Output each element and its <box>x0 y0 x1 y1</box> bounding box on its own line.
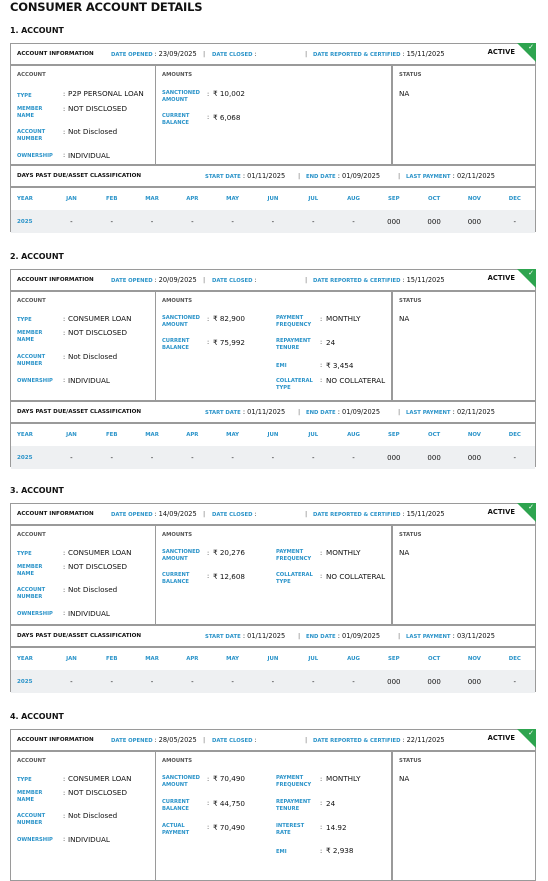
date-opened-label: DATE OPENED <box>111 512 153 518</box>
dpd-table <box>11 188 535 233</box>
check-icon: ✓ <box>528 269 534 277</box>
sanctioned-amount-value: ₹ 10,002 <box>213 89 246 98</box>
date-reported-value: 15/11/2025 <box>406 510 445 518</box>
sanctioned-amount-label: SANCTIONED AMOUNT <box>162 315 200 328</box>
emi-value: ₹ 3,454 <box>326 361 354 370</box>
status-badge: ACTIVE <box>487 48 515 56</box>
account-title: 2. ACCOUNT <box>10 252 64 261</box>
dpd-cell: 000 <box>414 210 454 233</box>
date-reported-label: DATE REPORTED & CERTIFIED <box>313 738 401 744</box>
dpd-cell: - <box>51 446 91 469</box>
month-header: JUL <box>308 196 319 202</box>
month-header: MAY <box>226 196 240 202</box>
account-number-value: Not Disclosed <box>68 127 118 136</box>
type-label: TYPE <box>17 551 32 557</box>
dpd-header: DAYS PAST DUE/ASSET CLASSIFICATION START DATE : 01/11/2025 | END DATE : 01/09/2025 | LAST PAYMENT : 02/11/2025 <box>11 166 535 188</box>
account-section-1 <box>10 25 536 232</box>
sanctioned-amount-value: ₹ 20,276 <box>213 548 246 557</box>
collateral-type-value: NO COLLATERAL <box>326 376 386 385</box>
dpd-row <box>11 446 535 469</box>
month-header: APR <box>186 196 199 202</box>
sanctioned-amount-value: ₹ 70,490 <box>213 774 246 783</box>
dpd-title: DAYS PAST DUE/ASSET CLASSIFICATION <box>17 409 142 415</box>
ownership-label: OWNERSHIP <box>17 611 53 617</box>
dpd-cell: - <box>172 670 212 693</box>
month-header: MAY <box>226 432 240 438</box>
repayment-tenure-label: REPAYMENT TENURE <box>276 799 311 812</box>
ownership-value: INDIVIDUAL <box>68 609 110 618</box>
account-info-label: ACCOUNT INFORMATION <box>17 277 94 283</box>
month-header: NOV <box>467 432 481 438</box>
payment-frequency-value: MONTHLY <box>326 314 361 323</box>
end-date-label: END DATE <box>306 410 336 416</box>
current-balance-label: CURRENT BALANCE <box>162 799 190 812</box>
month-header: JAN <box>66 656 77 662</box>
dpd-cell: - <box>51 670 91 693</box>
month-header: DEC <box>508 196 521 202</box>
repayment-tenure-value: 24 <box>326 799 336 808</box>
account-section-3 <box>10 485 536 692</box>
ownership-label: OWNERSHIP <box>17 153 53 159</box>
dpd-cell: 000 <box>454 210 494 233</box>
type-value: CONSUMER LOAN <box>68 548 132 557</box>
dpd-cell: 000 <box>414 670 454 693</box>
member-name-value: NOT DISCLOSED <box>68 562 127 571</box>
date-closed-label: DATE CLOSED <box>212 52 253 58</box>
account-column-title: ACCOUNT <box>17 532 46 538</box>
status-badge: ACTIVE <box>487 734 515 742</box>
current-balance-label: CURRENT BALANCE <box>162 338 190 351</box>
amounts-column-title: AMOUNTS <box>162 298 193 304</box>
account-info-header: ACCOUNT INFORMATION DATE OPENED : 28/05/2025 | DATE CLOSED : | DATE REPORTED & CERTIFIED : 22/11/2025 ACTIVE ✓ <box>11 730 535 752</box>
check-icon: ✓ <box>528 503 534 511</box>
month-header: APR <box>186 656 199 662</box>
ownership-value: INDIVIDUAL <box>68 376 110 385</box>
date-reported-label: DATE REPORTED & CERTIFIED <box>313 52 401 58</box>
dpd-cell: - <box>212 210 252 233</box>
dpd-cell: - <box>293 670 333 693</box>
date-reported-value: 15/11/2025 <box>406 276 445 284</box>
date-opened-value: 28/05/2025 <box>158 736 197 744</box>
ownership-label: OWNERSHIP <box>17 837 53 843</box>
current-balance-label: CURRENT BALANCE <box>162 113 190 126</box>
month-header: JAN <box>66 432 77 438</box>
sanctioned-amount-label: SANCTIONED AMOUNT <box>162 775 200 788</box>
end-date-label: END DATE <box>306 634 336 640</box>
status-column-title: STATUS <box>399 298 422 304</box>
dpd-cell: - <box>92 670 132 693</box>
member-name-label: MEMBER NAME <box>17 330 43 343</box>
repayment-tenure-label: REPAYMENT TENURE <box>276 338 311 351</box>
account-info-label: ACCOUNT INFORMATION <box>17 51 94 57</box>
dpd-cell: - <box>333 210 373 233</box>
dpd-cell: - <box>212 670 252 693</box>
dpd-cell: 000 <box>374 210 414 233</box>
type-label: TYPE <box>17 777 32 783</box>
dpd-cell: - <box>92 210 132 233</box>
current-balance-value: ₹ 75,992 <box>213 338 246 347</box>
dpd-cell: - <box>495 210 535 233</box>
dpd-title: DAYS PAST DUE/ASSET CLASSIFICATION <box>17 173 142 179</box>
date-opened-value: 14/09/2025 <box>158 510 197 518</box>
last-payment-label: LAST PAYMENT <box>406 410 451 416</box>
dpd-cell: - <box>132 446 172 469</box>
dpd-cell: 000 <box>414 446 454 469</box>
last-payment-value: 02/11/2025 <box>456 172 495 180</box>
status-value: NA <box>399 548 410 557</box>
dpd-cell: - <box>92 446 132 469</box>
status-badge: ACTIVE <box>487 508 515 516</box>
dpd-header: DAYS PAST DUE/ASSET CLASSIFICATION START DATE : 01/11/2025 | END DATE : 01/09/2025 | LAST PAYMENT : 03/11/2025 <box>11 626 535 648</box>
dpd-cell: - <box>172 446 212 469</box>
date-opened-label: DATE OPENED <box>111 278 153 284</box>
month-header: JUN <box>267 196 279 202</box>
collateral-type-value: NO COLLATERAL <box>326 572 386 581</box>
status-column-title: STATUS <box>399 758 422 764</box>
account-number-label: ACCOUNT NUMBER <box>17 813 46 826</box>
month-header: FEB <box>106 656 118 662</box>
dpd-cell: 000 <box>374 670 414 693</box>
end-date-value: 01/09/2025 <box>342 172 381 180</box>
dpd-cell: - <box>132 670 172 693</box>
sanctioned-amount-label: SANCTIONED AMOUNT <box>162 90 200 103</box>
account-column-title: ACCOUNT <box>17 72 46 78</box>
collateral-type-label: COLLATERAL TYPE <box>276 378 313 391</box>
interest-rate-label: INTEREST RATE <box>276 823 305 836</box>
month-header: SEP <box>388 432 400 438</box>
date-reported-label: DATE REPORTED & CERTIFIED <box>313 512 401 518</box>
last-payment-value: 02/11/2025 <box>456 408 495 416</box>
month-header: JUN <box>267 432 279 438</box>
member-name-value: NOT DISCLOSED <box>68 104 127 113</box>
start-date-label: START DATE <box>205 634 241 640</box>
account-number-value: Not Disclosed <box>68 585 118 594</box>
dpd-cell: - <box>253 446 293 469</box>
dpd-cell: - <box>333 670 373 693</box>
start-date-value: 01/11/2025 <box>247 172 286 180</box>
account-card: ACCOUNT INFORMATION DATE OPENED : 28/05/2025 | DATE CLOSED : | DATE REPORTED & CERTIFIED : 22/11/2025 ACTIVE ✓ ACCOUNT TYPE : CONSUMER LOAN MEMBER NAME : NOT DISCLOSED ACCOUNT NUMBER : Not Disclosed OWNERSHIP : INDIVIDUAL AMOUNTS SANCTIONED AMOUNT : ₹ 70,490 CURRENT BALANCE : ₹ 44,750 ACTUAL PAYMENT : ₹ 70,490 PAYMENT FREQUENCY : MONTHLY REPAYMENT TENURE : 24 INTEREST RATE : 14.92 EMI : ₹ 2,938 STATUS NA <box>10 729 536 881</box>
year-header: YEAR <box>17 432 33 438</box>
actual-payment-value: ₹ 70,490 <box>213 823 246 832</box>
account-column-title: ACCOUNT <box>17 298 46 304</box>
year-header: YEAR <box>17 656 33 662</box>
account-info-label: ACCOUNT INFORMATION <box>17 737 94 743</box>
dpd-header-row <box>11 424 535 446</box>
end-date-value: 01/09/2025 <box>342 408 381 416</box>
current-balance-value: ₹ 44,750 <box>213 799 246 808</box>
account-title: 4. ACCOUNT <box>10 712 64 721</box>
ownership-value: INDIVIDUAL <box>68 151 110 160</box>
month-header: AUG <box>347 656 360 662</box>
end-date-label: END DATE <box>306 174 336 180</box>
type-label: TYPE <box>17 317 32 323</box>
month-header: OCT <box>428 656 441 662</box>
dpd-title: DAYS PAST DUE/ASSET CLASSIFICATION <box>17 633 142 639</box>
month-header: OCT <box>428 196 441 202</box>
current-balance-value: ₹ 6,068 <box>213 113 241 122</box>
account-info-header: ACCOUNT INFORMATION DATE OPENED : 23/09/2025 | DATE CLOSED : | DATE REPORTED & CERTIFIED : 15/11/2025 ACTIVE ✓ <box>11 44 535 66</box>
dpd-cell: 000 <box>454 670 494 693</box>
payment-frequency-label: PAYMENT FREQUENCY <box>276 549 312 562</box>
month-header: NOV <box>467 656 481 662</box>
date-opened-value: 20/09/2025 <box>158 276 197 284</box>
month-header: SEP <box>388 656 400 662</box>
dpd-cell: - <box>495 446 535 469</box>
start-date-label: START DATE <box>205 174 241 180</box>
start-date-value: 01/11/2025 <box>247 632 286 640</box>
type-value: CONSUMER LOAN <box>68 774 132 783</box>
member-name-value: NOT DISCLOSED <box>68 788 127 797</box>
payment-frequency-value: MONTHLY <box>326 548 361 557</box>
emi-label: EMI <box>276 363 287 369</box>
dpd-header: DAYS PAST DUE/ASSET CLASSIFICATION START DATE : 01/11/2025 | END DATE : 01/09/2025 | LAST PAYMENT : 02/11/2025 <box>11 402 535 424</box>
month-header: FEB <box>106 196 118 202</box>
account-title: 1. ACCOUNT <box>10 26 64 35</box>
account-card: ACCOUNT INFORMATION DATE OPENED : 14/09/2025 | DATE CLOSED : | DATE REPORTED & CERTIFIED : 15/11/2025 ACTIVE ✓ ACCOUNT TYPE : CONSUMER LOAN MEMBER NAME : NOT DISCLOSED ACCOUNT NUMBER : Not Disclosed OWNERSHIP : INDIVIDUAL AMOUNTS SANCTIONED AMOUNT : ₹ 20,276 CURRENT BALANCE : ₹ 12,608 PAYMENT FREQUENCY : MONTHLY COLLATERAL TYPE : NO COLLATERAL STATUS NA DAYS PAST DUE/ASSET CLASSIFICATION START DATE : 01/11/2025 | END DATE : 01/09/2025 | LAST PAYMENT : 03/11/2025 YEAR JAN FEB MAR APR MAY JUN JUL AUG SEP OCT NOV DEC 2025 - - - - - - - - 000 000 000 - <box>10 503 536 692</box>
dpd-cell: - <box>132 210 172 233</box>
type-value: P2P PERSONAL LOAN <box>68 89 144 98</box>
amounts-column-title: AMOUNTS <box>162 758 193 764</box>
dpd-header-row <box>11 188 535 210</box>
dpd-year: 2025 <box>11 446 51 469</box>
month-header: OCT <box>428 432 441 438</box>
repayment-tenure-value: 24 <box>326 338 336 347</box>
status-badge: ACTIVE <box>487 274 515 282</box>
type-value: CONSUMER LOAN <box>68 314 132 323</box>
date-closed-label: DATE CLOSED <box>212 512 253 518</box>
dpd-cell: - <box>253 670 293 693</box>
account-info-header: ACCOUNT INFORMATION DATE OPENED : 14/09/2025 | DATE CLOSED : | DATE REPORTED & CERTIFIED : 15/11/2025 ACTIVE ✓ <box>11 504 535 526</box>
dpd-year: 2025 <box>11 670 51 693</box>
month-header: MAR <box>145 656 159 662</box>
dpd-cell: - <box>495 670 535 693</box>
month-header: JUN <box>267 656 279 662</box>
dpd-cell: - <box>333 446 373 469</box>
account-card: ACCOUNT INFORMATION DATE OPENED : 20/09/2025 | DATE CLOSED : | DATE REPORTED & CERTIFIED : 15/11/2025 ACTIVE ✓ ACCOUNT TYPE : CONSUMER LOAN MEMBER NAME : NOT DISCLOSED ACCOUNT NUMBER : Not Disclosed OWNERSHIP : INDIVIDUAL AMOUNTS SANCTIONED AMOUNT : ₹ 82,900 CURRENT BALANCE : ₹ 75,992 PAYMENT FREQUENCY : MONTHLY REPAYMENT TENURE : 24 EMI : ₹ 3,454 COLLATERAL TYPE : NO COLLATERAL STATUS NA DAYS PAST DUE/ASSET CLASSIFICATION START DATE : 01/11/2025 | END DATE : 01/09/2025 | LAST PAYMENT : 02/11/2025 YEAR JAN FEB MAR APR MAY JUN JUL AUG SEP OCT NOV DEC 2025 - - - - - - - - 000 000 000 - <box>10 269 536 467</box>
interest-rate-value: 14.92 <box>326 823 347 832</box>
start-date-label: START DATE <box>205 410 241 416</box>
dpd-cell: - <box>51 210 91 233</box>
account-number-label: ACCOUNT NUMBER <box>17 354 46 367</box>
current-balance-label: CURRENT BALANCE <box>162 572 190 585</box>
start-date-value: 01/11/2025 <box>247 408 286 416</box>
current-balance-value: ₹ 12,608 <box>213 572 246 581</box>
account-number-label: ACCOUNT NUMBER <box>17 587 46 600</box>
month-header: NOV <box>467 196 481 202</box>
check-icon: ✓ <box>528 43 534 51</box>
collateral-type-label: COLLATERAL TYPE <box>276 572 313 585</box>
amounts-column-title: AMOUNTS <box>162 532 193 538</box>
month-header: SEP <box>388 196 400 202</box>
month-header: AUG <box>347 196 360 202</box>
page-title: CONSUMER ACCOUNT DETAILS <box>10 0 203 14</box>
date-closed-label: DATE CLOSED <box>212 738 253 744</box>
month-header: DEC <box>508 432 521 438</box>
date-reported-value: 15/11/2025 <box>406 50 445 58</box>
month-header: DEC <box>508 656 521 662</box>
payment-frequency-label: PAYMENT FREQUENCY <box>276 315 312 328</box>
last-payment-label: LAST PAYMENT <box>406 634 451 640</box>
last-payment-value: 03/11/2025 <box>456 632 495 640</box>
date-reported-label: DATE REPORTED & CERTIFIED <box>313 278 401 284</box>
account-section-4 <box>10 711 536 881</box>
payment-frequency-label: PAYMENT FREQUENCY <box>276 775 312 788</box>
status-column-title: STATUS <box>399 72 422 78</box>
status-value: NA <box>399 774 410 783</box>
date-opened-label: DATE OPENED <box>111 738 153 744</box>
account-info-header: ACCOUNT INFORMATION DATE OPENED : 20/09/2025 | DATE CLOSED : | DATE REPORTED & CERTIFIED : 15/11/2025 ACTIVE ✓ <box>11 270 535 292</box>
account-column-title: ACCOUNT <box>17 758 46 764</box>
dpd-cell: - <box>212 446 252 469</box>
dpd-cell: - <box>172 210 212 233</box>
month-header: JAN <box>66 196 77 202</box>
month-header: JUL <box>308 432 319 438</box>
member-name-label: MEMBER NAME <box>17 106 43 119</box>
dpd-cell: 000 <box>374 446 414 469</box>
date-closed-label: DATE CLOSED <box>212 278 253 284</box>
month-header: AUG <box>347 432 360 438</box>
last-payment-label: LAST PAYMENT <box>406 174 451 180</box>
sanctioned-amount-label: SANCTIONED AMOUNT <box>162 549 200 562</box>
account-title: 3. ACCOUNT <box>10 486 64 495</box>
account-number-value: Not Disclosed <box>68 811 118 820</box>
dpd-cell: - <box>293 210 333 233</box>
emi-label: EMI <box>276 849 287 855</box>
status-value: NA <box>399 314 410 323</box>
month-header: FEB <box>106 432 118 438</box>
member-name-label: MEMBER NAME <box>17 564 43 577</box>
actual-payment-label: ACTUAL PAYMENT <box>162 823 190 836</box>
dpd-cell: - <box>293 446 333 469</box>
status-value: NA <box>399 89 410 98</box>
account-number-label: ACCOUNT NUMBER <box>17 129 46 142</box>
payment-frequency-value: MONTHLY <box>326 774 361 783</box>
dpd-row <box>11 210 535 233</box>
ownership-value: INDIVIDUAL <box>68 835 110 844</box>
month-header: MAR <box>145 432 159 438</box>
ownership-label: OWNERSHIP <box>17 378 53 384</box>
member-name-value: NOT DISCLOSED <box>68 328 127 337</box>
account-number-value: Not Disclosed <box>68 352 118 361</box>
month-header: MAR <box>145 196 159 202</box>
account-section-2 <box>10 251 536 467</box>
dpd-cell: - <box>253 210 293 233</box>
dpd-table <box>11 424 535 469</box>
month-header: JUL <box>308 656 319 662</box>
emi-value: ₹ 2,938 <box>326 846 354 855</box>
dpd-row <box>11 670 535 693</box>
year-header: YEAR <box>17 196 33 202</box>
sanctioned-amount-value: ₹ 82,900 <box>213 314 246 323</box>
dpd-table <box>11 648 535 693</box>
month-header: MAY <box>226 656 240 662</box>
month-header: APR <box>186 432 199 438</box>
date-opened-label: DATE OPENED <box>111 52 153 58</box>
amounts-column-title: AMOUNTS <box>162 72 193 78</box>
dpd-header-row <box>11 648 535 670</box>
check-icon: ✓ <box>528 729 534 737</box>
end-date-value: 01/09/2025 <box>342 632 381 640</box>
account-card: ACCOUNT INFORMATION DATE OPENED : 23/09/2025 | DATE CLOSED : | DATE REPORTED & CERTIFIED : 15/11/2025 ACTIVE ✓ ACCOUNT TYPE : P2P PERSONAL LOAN MEMBER NAME : NOT DISCLOSED ACCOUNT NUMBER : Not Disclosed OWNERSHIP : INDIVIDUAL AMOUNTS SANCTIONED AMOUNT : ₹ 10,002 CURRENT BALANCE : ₹ 6,068 STATUS NA DAYS PAST DUE/ASSET CLASSIFICATION START DATE : 01/11/2025 | END DATE : 01/09/2025 | LAST PAYMENT : 02/11/2025 YEAR JAN FEB MAR APR MAY JUN JUL AUG SEP OCT NOV DEC 2025 - - - - - - - - 000 000 000 - <box>10 43 536 232</box>
dpd-year: 2025 <box>11 210 51 233</box>
member-name-label: MEMBER NAME <box>17 790 43 803</box>
type-label: TYPE <box>17 93 32 99</box>
date-opened-value: 23/09/2025 <box>158 50 197 58</box>
status-column-title: STATUS <box>399 532 422 538</box>
date-reported-value: 22/11/2025 <box>406 736 445 744</box>
account-info-label: ACCOUNT INFORMATION <box>17 511 94 517</box>
dpd-cell: 000 <box>454 446 494 469</box>
